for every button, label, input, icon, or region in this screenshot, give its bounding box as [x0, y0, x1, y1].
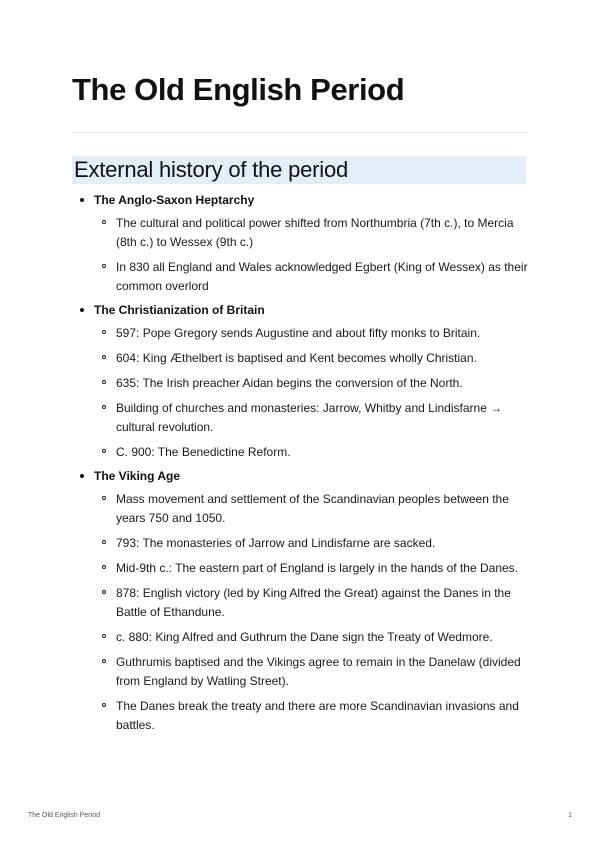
list-item: C. 900: The Benedictine Reform.: [94, 443, 528, 462]
list-item: 597: Pope Gregory sends Augustine and about fifty monks to Britain.: [94, 324, 528, 343]
list-item: 635: The Irish preacher Aidan begins the conversion of the North.: [94, 374, 528, 393]
list-item: Mass movement and settlement of the Scandinavian peoples between the years 750 and 1050.: [94, 490, 528, 528]
point-list: [94, 490, 528, 735]
topic-title: The Anglo-Saxon Heptarchy: [94, 193, 255, 207]
list-item: 604: King Æthelbert is baptised and Kent becomes wholly Christian.: [94, 349, 528, 368]
point-list: [94, 324, 528, 462]
section-heading: External history of the period: [72, 156, 526, 184]
topic-item: [72, 192, 528, 296]
document-body: [72, 192, 528, 741]
page-number: 1: [568, 812, 572, 819]
list-item: The cultural and political power shifted from Northumbria (7th c.), to Mercia (8th c.) to Wessex (9th c.): [94, 214, 528, 252]
page-title: The Old English Period: [72, 72, 405, 107]
list-item: Building of churches and monasteries: Jarrow, Whitby and Lindisfarne → cultural revolution.: [94, 399, 528, 437]
point-list: [94, 214, 528, 296]
list-item: c. 880: King Alfred and Guthrum the Dane sign the Treaty of Wedmore.: [94, 628, 528, 647]
topic-title: The Christianization of Britain: [94, 303, 265, 317]
list-item: 793: The monasteries of Jarrow and Lindisfarne are sacked.: [94, 534, 528, 553]
list-item: 878: English victory (led by King Alfred the Great) against the Danes in the Battle of Ethandune.: [94, 584, 528, 622]
list-item: Mid-9th c.: The eastern part of England is largely in the hands of the Danes.: [94, 559, 528, 578]
footer-title: The Old English Period: [28, 812, 100, 819]
list-item: The Danes break the treaty and there are more Scandinavian invasions and battles.: [94, 697, 528, 735]
topic-title: The Viking Age: [94, 469, 181, 483]
list-item: In 830 all England and Wales acknowledged Egbert (King of Wessex) as their common overlord: [94, 258, 528, 296]
title-divider: [72, 132, 528, 133]
topic-list: [72, 192, 528, 735]
list-item: Guthrumis baptised and the Vikings agree to remain in the Danelaw (divided from England by Watling Street).: [94, 653, 528, 691]
topic-item: [72, 302, 528, 462]
topic-item: [72, 468, 528, 735]
